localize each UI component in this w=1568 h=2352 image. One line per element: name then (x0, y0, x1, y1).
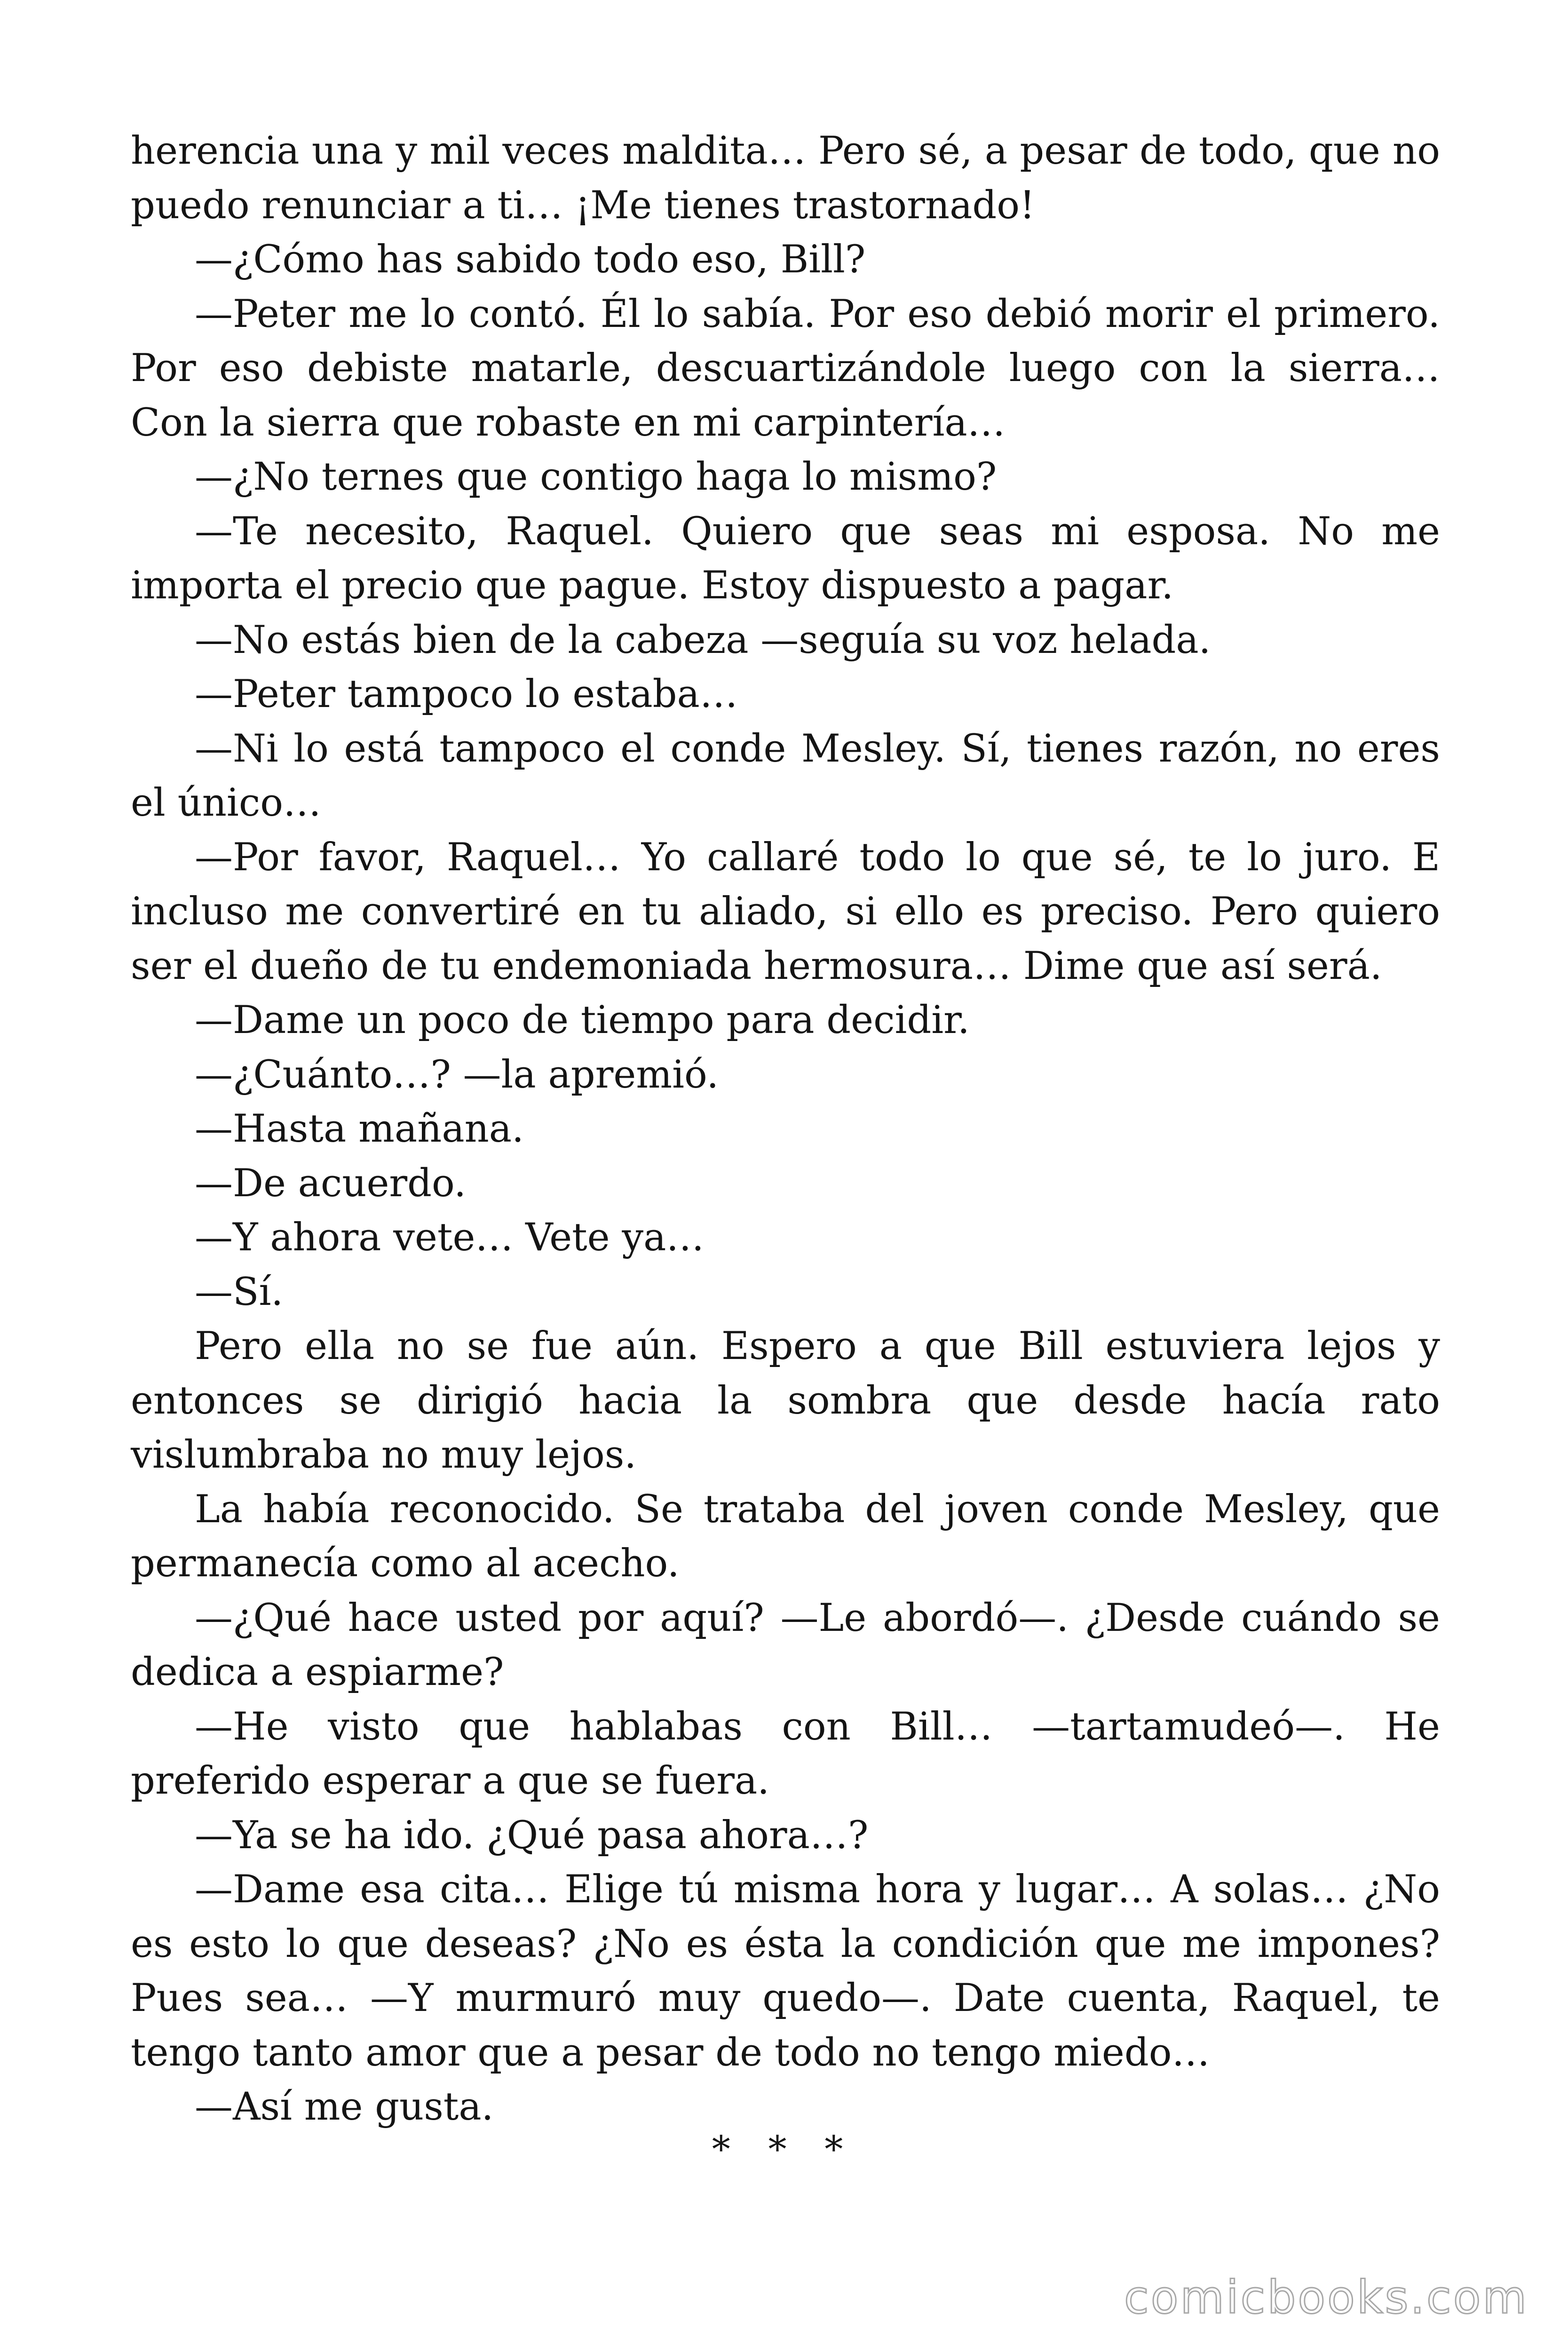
paragraph: —Hasta mañana. (195, 1107, 524, 1151)
paragraph: herencia una y mil veces maldita… Pero sé, a pesar de todo, que no puedo renunciar a ti… ¡Me tienes trastornado! (131, 129, 1440, 228)
paragraph: —Dame un poco de tiempo para decidir. (195, 998, 970, 1042)
paragraph: La había reconocido. Se trataba del joven conde Mesley, que permanecía como al acecho. (131, 1487, 1440, 1586)
page-body (131, 124, 1440, 2135)
section-separator: * * * (712, 2129, 856, 2171)
paragraph: —Peter me lo contó. Él lo sabía. Por eso debió morir el primero. Por eso debiste matarle, descuartizándole luego con la sierra… Con la sierra que robaste en mi carpintería… (131, 292, 1440, 445)
paragraph: —Te necesito, Raquel. Quiero que seas mi esposa. No me importa el precio que pague. Estoy dispuesto a pagar. (131, 509, 1440, 608)
paragraph: Pero ella no se fue aún. Espero a que Bill estuviera lejos y entonces se dirigió hacia la sombra que desde hacía rato vislumbraba no muy lejos. (131, 1324, 1440, 1477)
paragraph: —Dame esa cita… Elige tú misma hora y lugar… A solas… ¿No es esto lo que deseas? ¿No es ésta la condición que me impones? Pues sea… —Y murmuró muy quedo—. Date cuenta, Raquel, te tengo tanto amor que a pesar de todo no tengo miedo… (131, 1867, 1440, 2075)
paragraph: —Así me gusta. (195, 2085, 494, 2129)
paragraph: —¿Cuánto…? —la apremió. (195, 1052, 719, 1097)
paragraph: —Por favor, Raquel… Yo callaré todo lo que sé, te lo juro. E incluso me convertiré en tu aliado, si ello es preciso. Pero quiero ser el dueño de tu endemoniada hermosura… Dime que así será. (131, 835, 1440, 988)
paragraph: —¿Cómo has sabido todo eso, Bill? (195, 238, 866, 282)
paragraph: —He visto que hablabas con Bill… —tartamudeó—. He preferido esperar a que se fuera. (131, 1704, 1440, 1803)
paragraph: —Sí. (195, 1270, 284, 1314)
paragraph: —¿No ternes que contigo haga lo mismo? (195, 455, 997, 499)
paragraph: —Y ahora vete… Vete ya… (195, 1216, 705, 1260)
paragraph: —Ya se ha ido. ¿Qué pasa ahora…? (195, 1813, 869, 1858)
paragraph: —De acuerdo. (195, 1161, 467, 1206)
paragraph: —Ni lo está tampoco el conde Mesley. Sí, tienes razón, no eres el único… (131, 726, 1440, 825)
watermark: comicbooks.com (1124, 2271, 1528, 2324)
paragraph: —¿Qué hace usted por aquí? —Le abordó—. ¿Desde cuándo se dedica a espiarme? (131, 1596, 1440, 1694)
paragraph: —Peter tampoco lo estaba… (195, 672, 738, 716)
paragraph: —No estás bien de la cabeza —seguía su voz helada. (195, 618, 1211, 662)
